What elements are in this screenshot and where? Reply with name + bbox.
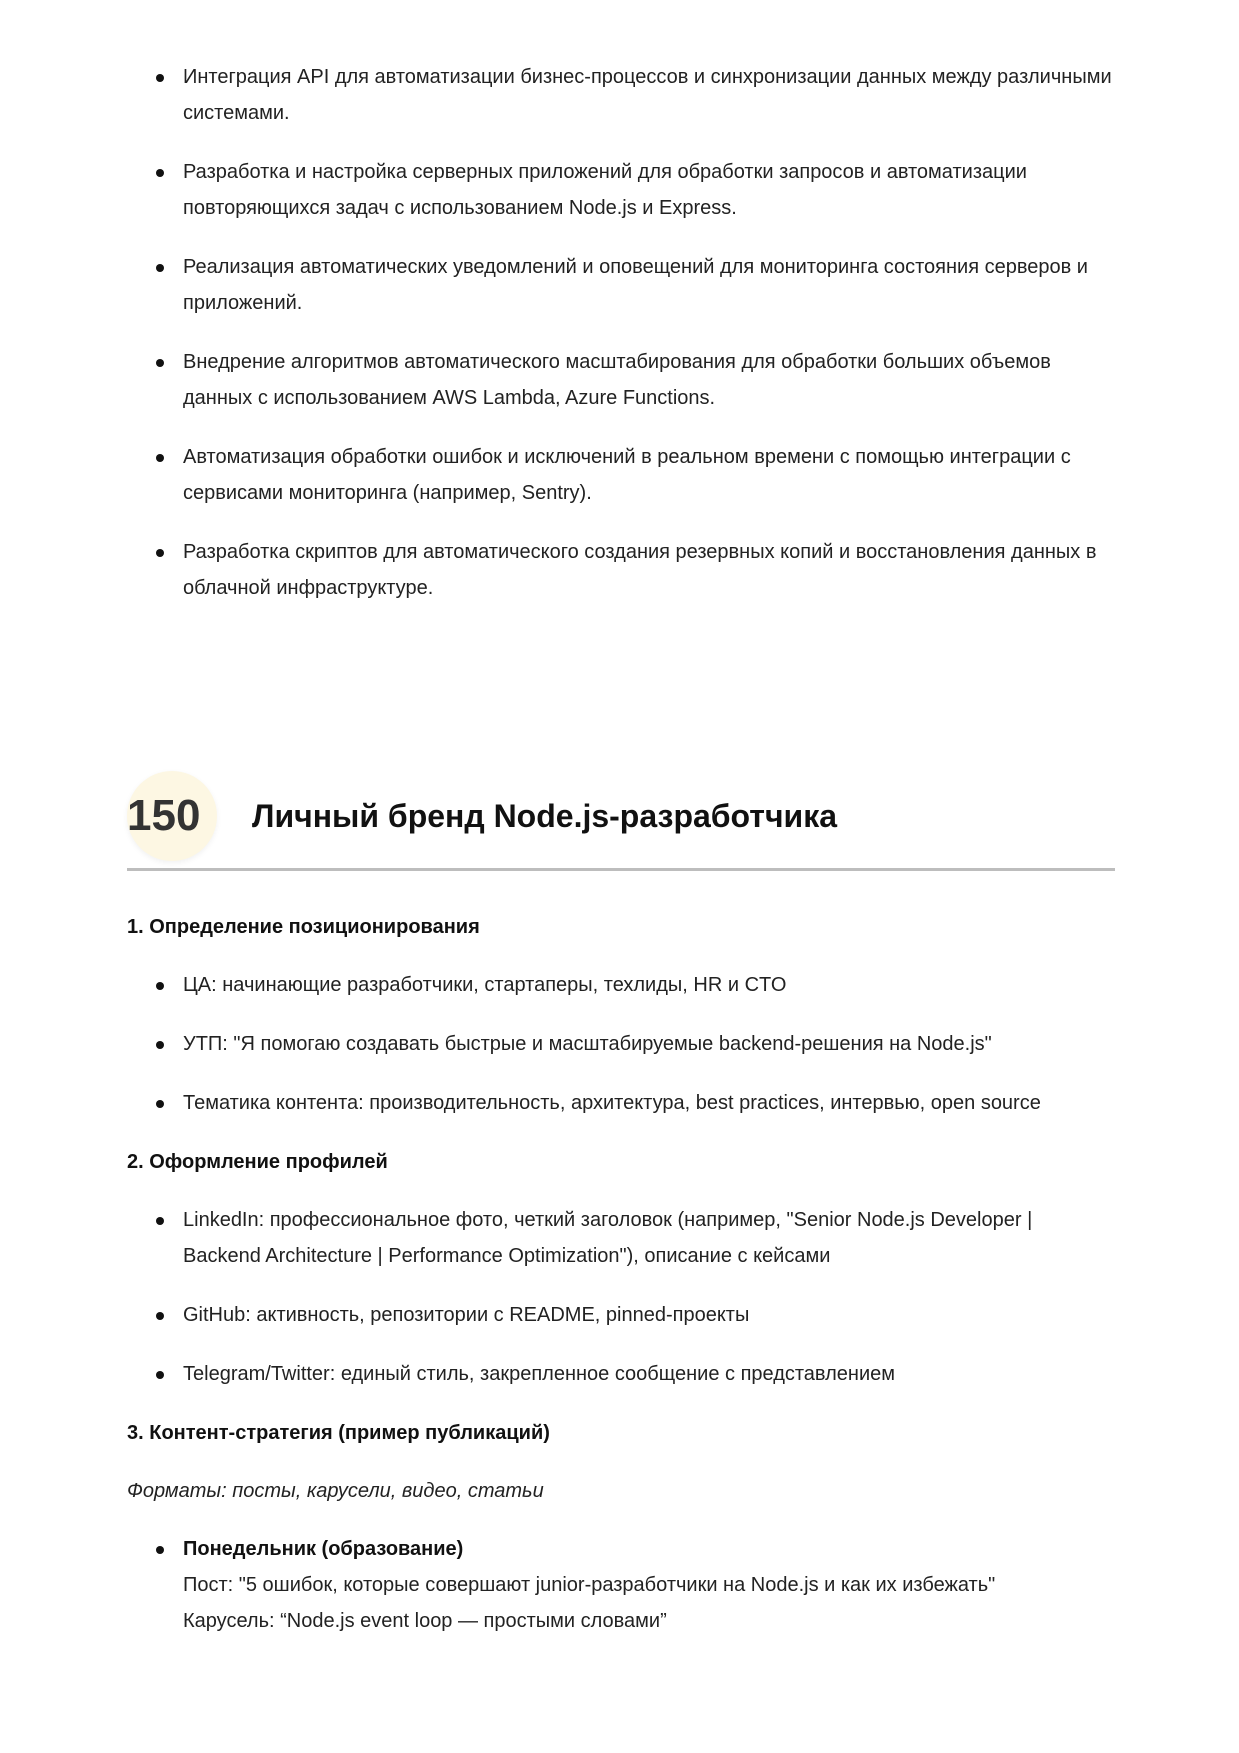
list-item: УТП: "Я помогаю создавать быстрые и масштабируемые backend-решения на Node.js" xyxy=(183,1026,1115,1062)
section-title: 3. Контент-стратегия (пример публикаций) xyxy=(127,1422,550,1444)
list-item: Реализация автоматических уведомлений и оповещений для мониторинга состояния серверов и приложений. xyxy=(183,249,1115,321)
chapter-title: Личный бренд Node.js-разработчика xyxy=(252,798,838,834)
list-item xyxy=(183,1531,1115,1639)
schedule-list xyxy=(127,1531,1115,1639)
list-item: GitHub: активность, репозитории с README, pinned-проекты xyxy=(183,1297,1115,1333)
automation-list xyxy=(127,59,1115,606)
section-list xyxy=(127,1202,1115,1392)
list-item: Автоматизация обработки ошибок и исключений в реальном времени с помощью интеграции с сервисами мониторинга (например, Sentry). xyxy=(183,439,1115,511)
list-item: Разработка и настройка серверных приложений для обработки запросов и автоматизации повторяющихся задач с использованием Node.js и Express. xyxy=(183,154,1115,226)
chapter-number-badge: 150 xyxy=(127,771,217,861)
day-post: Пост: "5 ошибок, которые совершают junior-разработчики на Node.js и как их избежать" xyxy=(183,1574,996,1596)
formats-note: Форматы: посты, карусели, видео, статьи xyxy=(127,1480,544,1502)
chapter-heading xyxy=(127,771,1115,861)
list-item: Интеграция API для автоматизации бизнес-процессов и синхронизации данных между различными системами. xyxy=(183,59,1115,131)
day-title: Понедельник (образование) xyxy=(183,1538,464,1560)
list-item: Тематика контента: производительность, архитектура, best practices, интервью, open source xyxy=(183,1085,1115,1121)
list-item: Telegram/Twitter: единый стиль, закрепленное сообщение с представлением xyxy=(183,1356,1115,1392)
day-carousel: Карусель: “Node.js event loop — простыми словами” xyxy=(183,1610,667,1632)
list-item: Разработка скриптов для автоматического создания резервных копий и восстановления данных в облачной инфраструктуре. xyxy=(183,534,1115,606)
list-item: Внедрение алгоритмов автоматического масштабирования для обработки больших объемов данных с использованием AWS Lambda, Azure Functions. xyxy=(183,344,1115,416)
section-title: 1. Определение позиционирования xyxy=(127,916,480,938)
section-title: 2. Оформление профилей xyxy=(127,1151,388,1173)
section-list xyxy=(127,967,1115,1121)
list-item: ЦА: начинающие разработчики, стартаперы, техлиды, HR и CTO xyxy=(183,967,1115,1003)
list-item: LinkedIn: профессиональное фото, четкий заголовок (например, "Senior Node.js Developer | Backend Architecture | Performance Optimization"), описание с кейсами xyxy=(183,1202,1115,1274)
divider xyxy=(127,868,1115,871)
